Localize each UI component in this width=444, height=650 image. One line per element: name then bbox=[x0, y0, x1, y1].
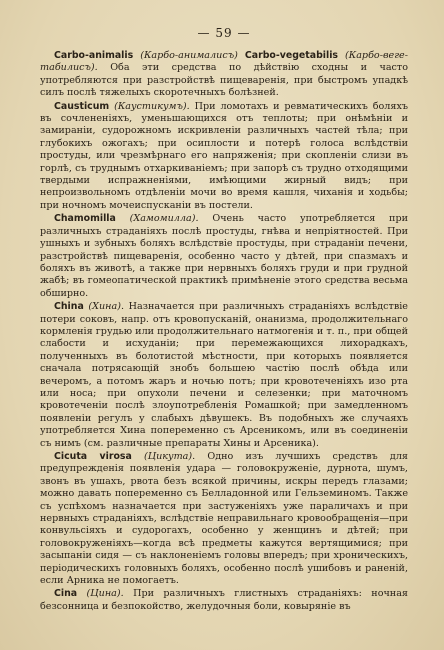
term-translit: (Каустикумъ). bbox=[114, 100, 190, 112]
entry-causticum bbox=[40, 101, 408, 213]
entry-china bbox=[40, 301, 408, 450]
entry-chamomilla bbox=[40, 213, 408, 300]
term-translit-2: (Карбо-веге-табилисъ). bbox=[40, 50, 408, 74]
entry-text: Оба эти средства по дѣйствію сходны и часто употребляются при разстройствѣ пищеваренія, при быстромъ упадкѣ силъ послѣ тяжелыхъ скоротечныхъ болѣзней. bbox=[40, 62, 408, 99]
term-name: Cicuta virosa bbox=[54, 451, 132, 462]
term-translit: (Карбо-анималисъ) bbox=[140, 50, 238, 61]
term-translit: (Цина). bbox=[86, 588, 124, 600]
entry-cina bbox=[40, 588, 408, 613]
entry-cicuta bbox=[40, 451, 408, 587]
term-name: Cina bbox=[54, 588, 78, 600]
term-translit: (Цикута). bbox=[144, 451, 196, 462]
term-name: Causticum bbox=[54, 100, 110, 112]
term-translit: (Хина). bbox=[88, 301, 124, 313]
entry-carbo bbox=[40, 50, 408, 100]
term-name: Carbo-animalis bbox=[54, 50, 134, 61]
entry-text: При ломотахъ и ревматическихъ боляхъ въ сочлененіяхъ, уменьшающихся отъ теплоты; при онѣмѣніи и замираніи, судорожномъ искривленіи различныхъ частей тѣла; при глубокихъ ожогахъ; при осиплости и потерѣ голоса вслѣдствіи простуды, или чрезмѣрнаго его напряженія; при скопленіи слизи въ горлѣ, съ труднымъ отхаркиваніемъ; при запорѣ съ трудно отходящими твердыми испражненіями, имѣющими жирный видъ; при непроизвольномъ отдѣленіи мочи во время кашля, чиханія и ходьбы; при ночномъ мочеиспусканіи въ постели. bbox=[40, 100, 408, 211]
entry-text: При различныхъ глистныхъ страданіяхъ: ночная безсонница и безпокойство, желудочныя боли, ковыряніе въ bbox=[40, 588, 408, 612]
term-name-2: Carbo-vegetabilis bbox=[244, 50, 339, 61]
entry-text: Назначается при различныхъ страданіяхъ вслѣдствіе потери соковъ, напр. отъ кровопусканій, онанизма, продолжительнаго кормленія грудью или продолжительнаго натмогенія и т. п., при общей слабости и исхуданіи; при перемежающихся лихорадкахъ, полученныхъ въ болотистой мѣстности, при которыхъ появляется сначала потрясающій знобъ большею частію послѣ обѣда или вечеромъ, а потомъ жаръ и ночью потъ; при кровотеченіяхъ изо рта или носа; при опухоли печени и селезенки; при маточномъ кровотеченіи послѣ злоупотребленія Ромашкой; при замедленномъ появленіи регулъ у слабыхъ дѣвушекъ. Въ подобныхъ же случаяхъ употребляется Хина попеременно съ Арсеникомъ, или въ соединеніи съ нимъ (см. различные препараты Хины и Арсеника). bbox=[40, 301, 408, 449]
entry-text: Очень часто употребляется при различныхъ страданіяхъ послѣ простуды, гнѣва и непріятностей. При ушныхъ и зубныхъ боляхъ вслѣдствіе простуды, при страданіи печени, разстройствѣ пищеваренія, особенно часто у дѣтей, при спазмахъ и боляхъ въ животѣ, а также при нервныхъ боляхъ груди и при грудной жабѣ; въ гомеопатической практикѣ примѣненіе этого средства весьма обширно. bbox=[40, 213, 408, 299]
entry-text: Одно изъ лучшихъ средствъ для предупрежденія появленія удара — головокруженіе, дурнота, шумъ, звонъ въ ушахъ, рвота безъ всякой причины, искры передъ глазами; можно давать попеременно съ Белладонной или Гельземиномъ. Также съ успѣхомъ назначается при застуженіяхъ уже параличахъ и при нервныхъ страданіяхъ, вслѣдствіе неправильнаго кровообращенія—при конвульсіяхъ и судорогахъ, особенно у женщинъ и дѣтей; при головокруженіяхъ—когда всѣ предметы кажутся вертящимися; при засыпаніи сидя — съ наклоненіемъ головы впередъ; при хроническихъ, періодическихъ головныхъ боляхъ, особенно послѣ ушибовъ и раненій, если Арника не помогаетъ. bbox=[40, 451, 408, 587]
term-name: China bbox=[54, 301, 84, 313]
term-translit: (Хамомилла). bbox=[129, 213, 199, 225]
page-number: — 59 — bbox=[197, 26, 251, 40]
term-name: Chamomilla bbox=[54, 213, 116, 225]
